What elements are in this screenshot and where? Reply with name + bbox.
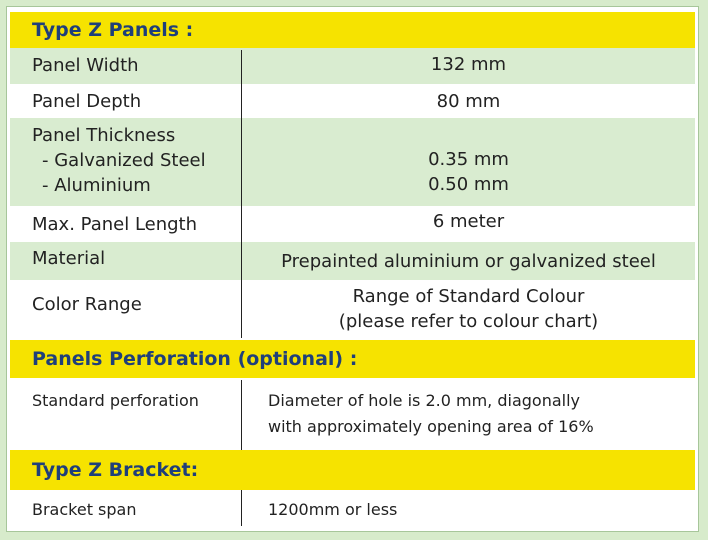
row-value-line2: with approximately opening area of 16% <box>268 417 594 436</box>
section-header-perforation <box>10 340 695 378</box>
row-value: 132 mm <box>430 54 507 75</box>
row-label: Panel Thickness <box>32 125 176 146</box>
row-value: 80 mm <box>436 91 501 112</box>
row-label: Bracket span <box>32 500 137 519</box>
table-row-color-range <box>10 280 695 338</box>
table-row-bracket-span <box>10 490 695 528</box>
table-row-material <box>10 242 695 280</box>
row-value: Prepainted aluminium or galvanized steel <box>281 251 656 272</box>
column-divider <box>241 50 242 338</box>
row-value-galvanized: 0.35 mm <box>428 149 509 170</box>
table-row-max-panel-length <box>10 206 695 242</box>
section-title: Type Z Panels : <box>32 19 194 41</box>
row-label: Material <box>32 248 106 269</box>
section-header-bracket <box>10 450 695 490</box>
row-label: Standard perforation <box>32 391 199 410</box>
column-divider <box>241 380 242 450</box>
row-value-line1: Range of Standard Colour <box>352 286 585 307</box>
table-row-standard-perforation <box>10 380 695 450</box>
row-value: 6 meter <box>432 211 505 232</box>
row-label: Panel Depth <box>32 91 142 112</box>
row-label: Panel Width <box>32 55 139 76</box>
table-row-panel-depth <box>10 84 695 118</box>
row-sublabel-galvanized: - Galvanized Steel <box>42 150 206 171</box>
section-title: Type Z Bracket: <box>32 459 199 481</box>
table-row-panel-width <box>10 48 695 84</box>
row-value-aluminium: 0.50 mm <box>428 174 509 195</box>
row-value-line2: (please refer to colour chart) <box>338 311 599 332</box>
section-header-type-z-panels <box>10 12 695 48</box>
column-divider <box>241 490 242 526</box>
row-value-line1: Diameter of hole is 2.0 mm, diagonally <box>268 391 580 410</box>
table-row-panel-thickness <box>10 118 695 206</box>
row-label: Max. Panel Length <box>32 214 198 235</box>
row-sublabel-aluminium: - Aluminium <box>42 175 151 196</box>
row-label: Color Range <box>32 294 142 315</box>
row-value: 1200mm or less <box>268 500 398 519</box>
section-title: Panels Perforation (optional) : <box>32 348 358 370</box>
